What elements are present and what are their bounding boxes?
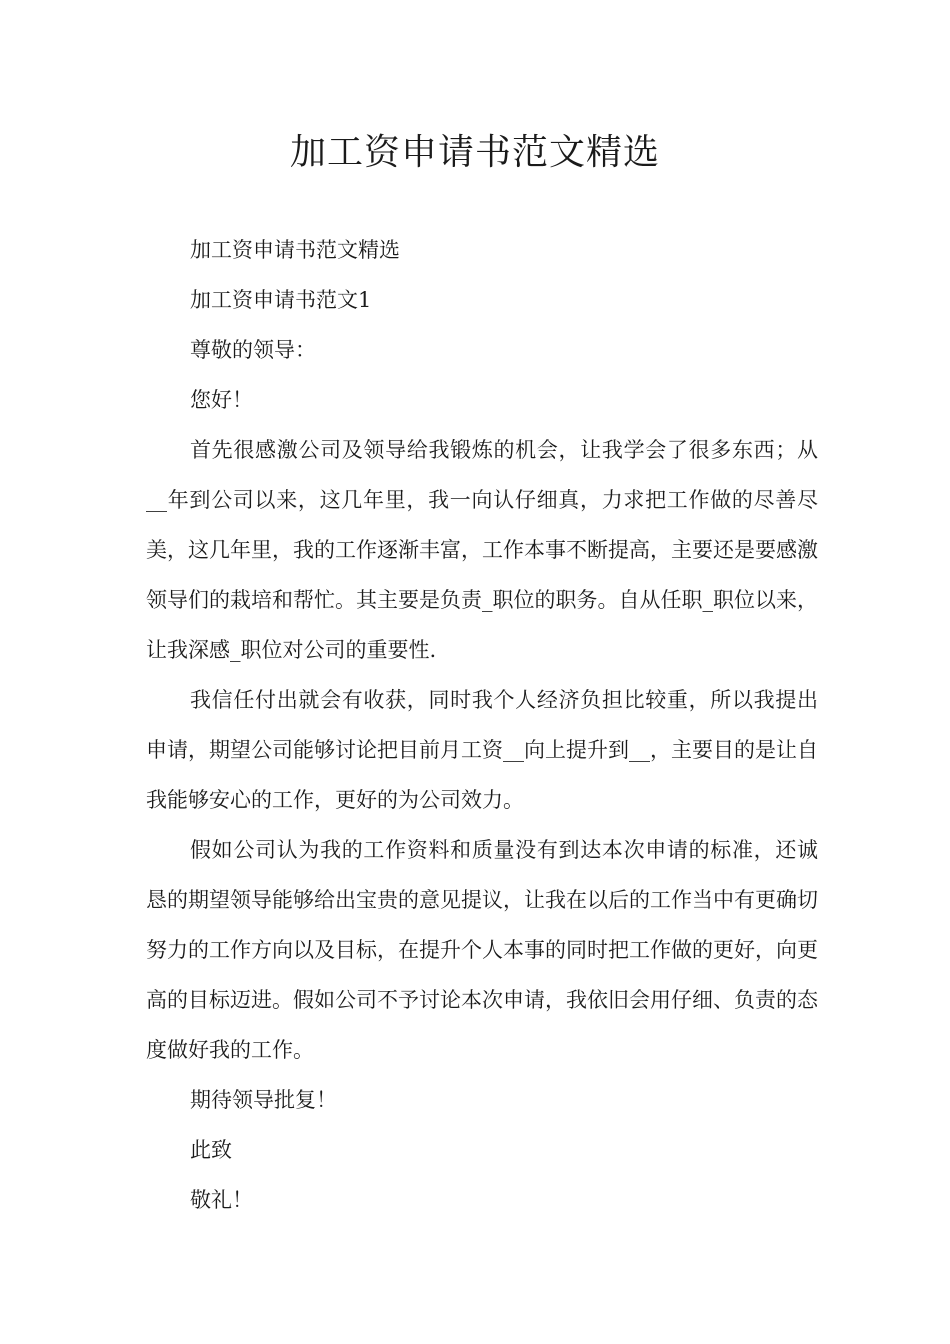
paragraph-subheading: 加工资申请书范文1 (190, 288, 372, 312)
paragraph-body-1: 首先很感激公司及领导给我锻炼的机会，让我学会了很多东西；从__年到公司以来，这几年里，我一向认仔细真，力求把工作做的尽善尽美，这几年里，我的工作逐渐丰富，工作本事不断提高，主要还是要感激领导们的栽培和帮忙。其主要是负责_职位的职务。自从任职_职位以来，让我深感_职位对公司的重要性. (146, 438, 818, 662)
paragraph-greeting: 您好！ (190, 388, 253, 412)
document-title: 加工资申请书范文精选 (289, 132, 660, 173)
paragraph-closing-2: 敬礼！ (190, 1188, 253, 1212)
paragraph-salutation: 尊敬的领导： (190, 338, 316, 362)
paragraph-closing-request: 期待领导批复！ (190, 1088, 337, 1112)
paragraph-body-2: 我信任付出就会有收获，同时我个人经济负担比较重，所以我提出申请，期望公司能够讨论把目前月工资__向上提升到__，主要目的是让自我能够安心的工作，更好的为公司效力。 (146, 688, 818, 812)
paragraph-body-3: 假如公司认为我的工作资料和质量没有到达本次申请的标准，还诚恳的期望领导能够给出宝贵的意见提议，让我在以后的工作当中有更确切努力的工作方向以及目标，在提升个人本事的同时把工作做的更好，向更高的目标迈进。假如公司不予讨论本次申请，我依旧会用仔细、负责的态度做好我的工作。 (146, 838, 818, 1062)
paragraph-closing-1: 此致 (190, 1138, 232, 1162)
paragraph-heading: 加工资申请书范文精选 (190, 238, 400, 262)
document-body (146, 225, 818, 1225)
